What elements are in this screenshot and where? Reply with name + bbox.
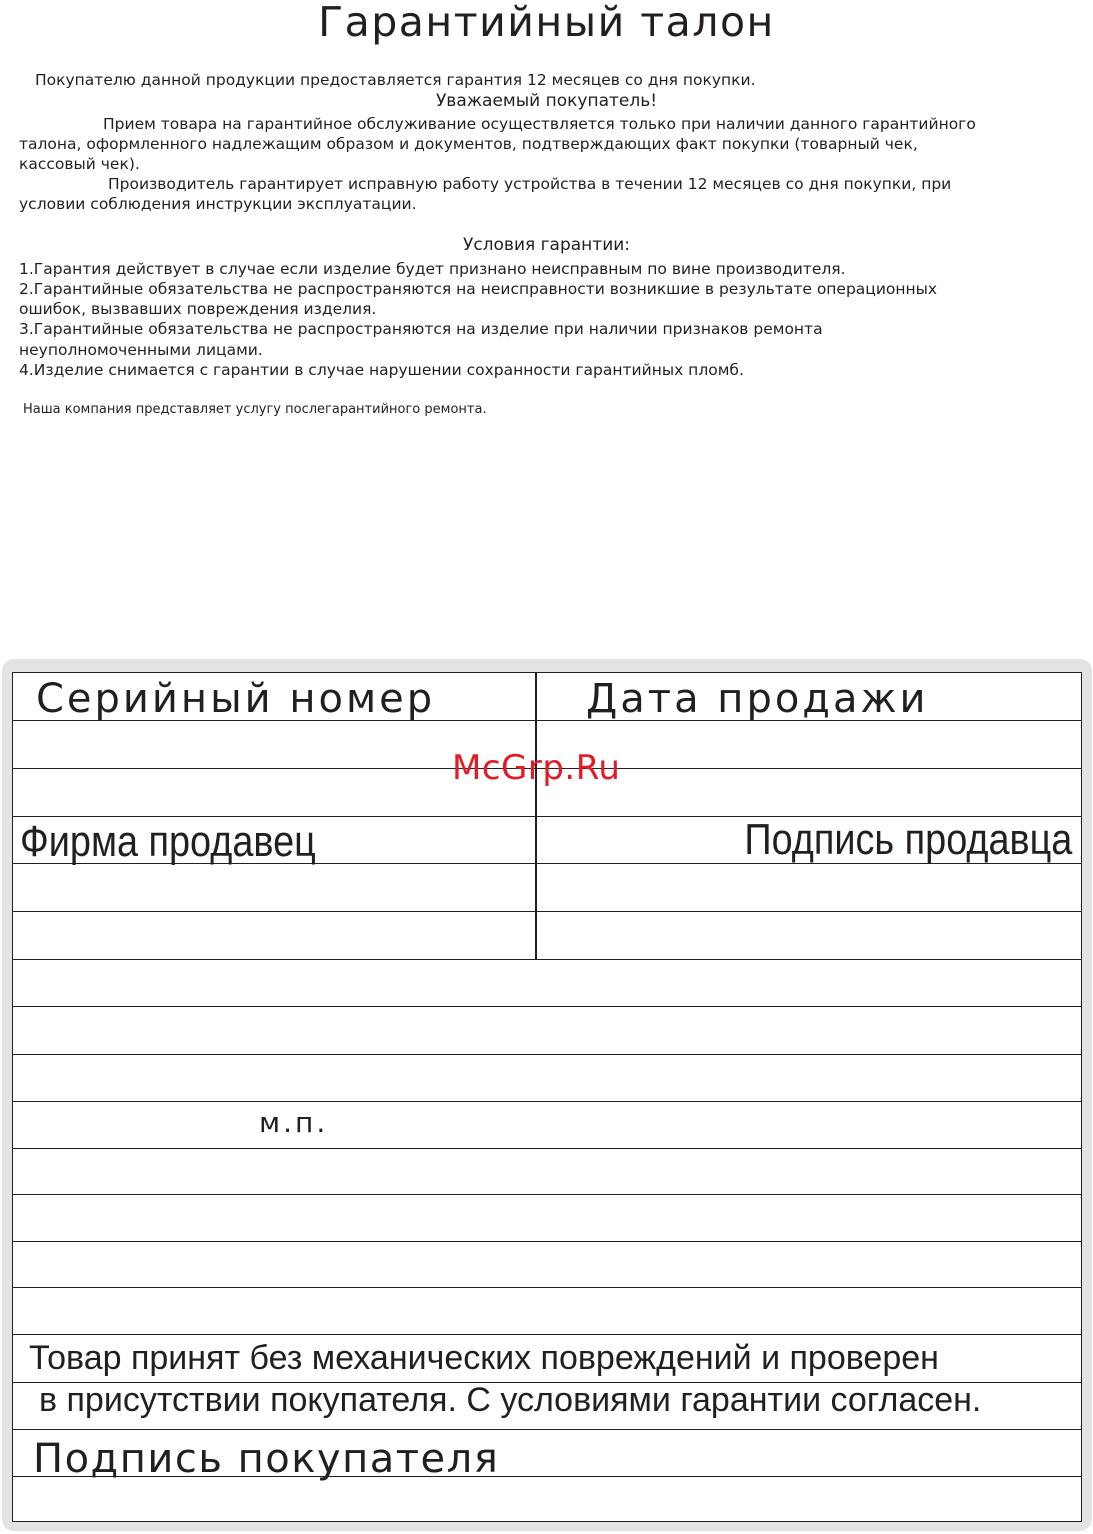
grid-line [13,1148,1081,1149]
grid-line [13,911,1081,912]
page-title: Гарантийный талон [318,0,775,46]
condition-line: 2.Гарантийные обязательства не распространяются на неисправности возникшие в результате операционных [19,280,938,298]
grid-line [13,959,1081,960]
condition-line: ошибок, вызвавших повреждения изделия. [19,300,377,318]
grid-line [13,1429,1081,1430]
greeting: Уважаемый покупатель! [435,91,658,111]
grid-line [13,1194,1081,1195]
grid-line [13,1287,1081,1288]
grid-line [13,1101,1081,1102]
condition-line: неуполномоченными лицами. [19,341,263,359]
para2-line-2: условии соблюдения инструкции эксплуатации. [19,195,417,213]
grid-line [13,1241,1081,1242]
acceptance-line-2: в присутствии покупателя. С условиями гарантии согласен. [39,1381,982,1419]
para1-line-2: талона, оформленного надлежащим образом и документов, подтверждающих факт покупки (товарный чек, [19,135,918,153]
conditions-title: Условия гарантии: [462,235,631,255]
condition-line: 3.Гарантийные обязательства не распространяются на изделие при наличии признаков ремонта [19,320,823,338]
seller-company-label: Фирма продавец [20,817,316,866]
buyer-signature-label: Подпись покупателя [33,1436,500,1482]
seller-signature-label: Подпись продавца [744,815,1072,864]
condition-line: 4.Изделие снимается с гарантии в случае нарушении сохранности гарантийных пломб. [19,361,744,379]
para1-line-1: Прием товара на гарантийное обслуживание осуществляется только при наличии данного гарантийного [103,115,976,133]
grid-line [13,1334,1081,1335]
column-divider [535,673,537,959]
grid-line [13,1054,1081,1055]
para1-line-3: кассовый чек). [19,155,140,173]
intro-text: Покупателю данной продукции предоставляется гарантия 12 месяцев со дня покупки. [35,71,756,89]
serial-number-label: Серийный номер [36,676,436,722]
grid-line [13,1006,1081,1007]
para2-line-1: Производитель гарантирует исправную работу устройства в течении 12 месяцев со дня покупки, при [108,175,952,193]
stamp-place-label: м.п. [259,1106,329,1139]
sale-date-label: Дата продажи [586,676,929,722]
condition-line: 1.Гарантия действует в случае если изделие будет признано неисправным по вине производителя. [19,260,846,278]
watermark-text: McGrp.Ru [452,748,621,788]
post-warranty-text: Наша компания представляет услугу послегарантийного ремонта. [23,402,487,417]
acceptance-line-1: Товар принят без механических повреждений и проверен [29,1339,939,1377]
